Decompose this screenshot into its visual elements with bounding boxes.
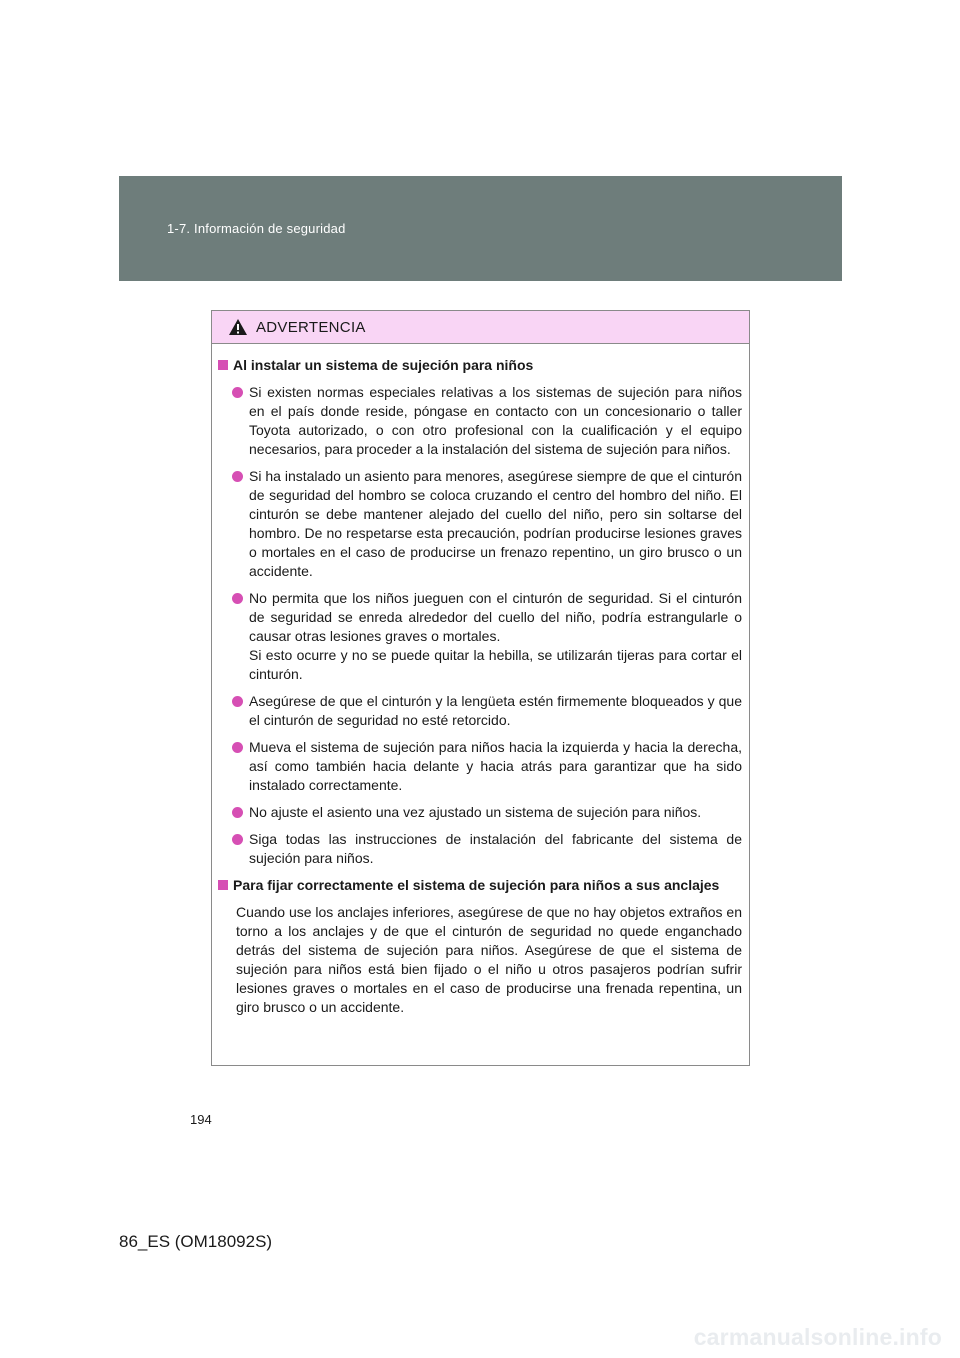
section-paragraph: Cuando use los anclajes inferiores, asegúrese de que no hay objetos extraños en torno a los anclajes y de que el cinturón de seguridad no quede enganchado detrás del sistema de sujeción para niños. Asegúrese de que el sistema de sujeción para niños está bien fijado o el niño u otros pasajeros podrían sufrir lesiones graves o mortales en el caso de producirse una frenada repentina, un giro brusco o un accidente. — [236, 904, 742, 1015]
round-bullet-icon — [232, 807, 243, 818]
page-number: 194 — [190, 1112, 212, 1127]
square-bullet-icon — [218, 360, 228, 370]
round-bullet-icon — [232, 471, 243, 482]
warning-triangle-icon — [228, 318, 248, 336]
round-bullet-icon — [232, 696, 243, 707]
section-heading: Para fijar correctamente el sistema de sujeción para niños a sus anclajes — [217, 876, 742, 895]
list-item: Si ha instalado un asiento para menores, asegúrese siempre de que el cinturón de seguridad del hombro se coloca cruzando el centro del hombro del niño. El cinturón se debe mantener alejado del cuello del niño, pero sin soltarse del hombro. De no respetarse esta precaución, podrían producirse lesiones graves o mortales en el caso de producirse un frenazo repentino, un giro brusco o un accidente. — [217, 467, 742, 581]
warning-title: ADVERTENCIA — [256, 318, 366, 336]
round-bullet-icon — [232, 387, 243, 398]
list-item: Mueva el sistema de sujeción para niños hacia la izquierda y hacia la derecha, así como también hacia delante y hacia atrás para garantizar que ha sido instalado correctamente. — [217, 738, 742, 795]
list-item: No ajuste el asiento una vez ajustado un sistema de sujeción para niños. — [217, 803, 742, 822]
warning-box — [211, 310, 750, 1066]
list-item: Siga todas las instrucciones de instalación del fabricante del sistema de sujeción para niños. — [217, 830, 742, 868]
section-title: 1-7. Información de seguridad — [167, 221, 346, 236]
round-bullet-icon — [232, 593, 243, 604]
watermark: carmanualsonline.info — [693, 1324, 942, 1350]
list-item: No permita que los niños jueguen con el cinturón de seguridad. Si el cinturón de seguridad se enreda alrededor del cuello del niño, podría estrangularle o causar otras lesiones graves o mortales. Si esto ocurre y no se puede quitar la hebilla, se utilizarán tijeras para cortar el cinturón. — [217, 589, 742, 684]
document-id: 86_ES (OM18092S) — [119, 1232, 273, 1251]
list-item: Asegúrese de que el cinturón y la lengüeta estén firmemente bloqueados y que el cinturón de seguridad no esté retorcido. — [217, 692, 742, 730]
round-bullet-icon — [232, 742, 243, 753]
section-heading: Al instalar un sistema de sujeción para niños — [217, 356, 742, 375]
warning-header — [212, 311, 749, 344]
warning-body — [212, 344, 749, 1017]
square-bullet-icon — [218, 880, 228, 890]
list-item: Si existen normas especiales relativas a los sistemas de sujeción para niños en el país donde reside, póngase en contacto con un concesionario o taller Toyota autorizado, o con otro profesional con la cualificación y el equipo necesarios, para proceder a la instalación del sistema de sujeción para niños. — [217, 383, 742, 459]
round-bullet-icon — [232, 834, 243, 845]
